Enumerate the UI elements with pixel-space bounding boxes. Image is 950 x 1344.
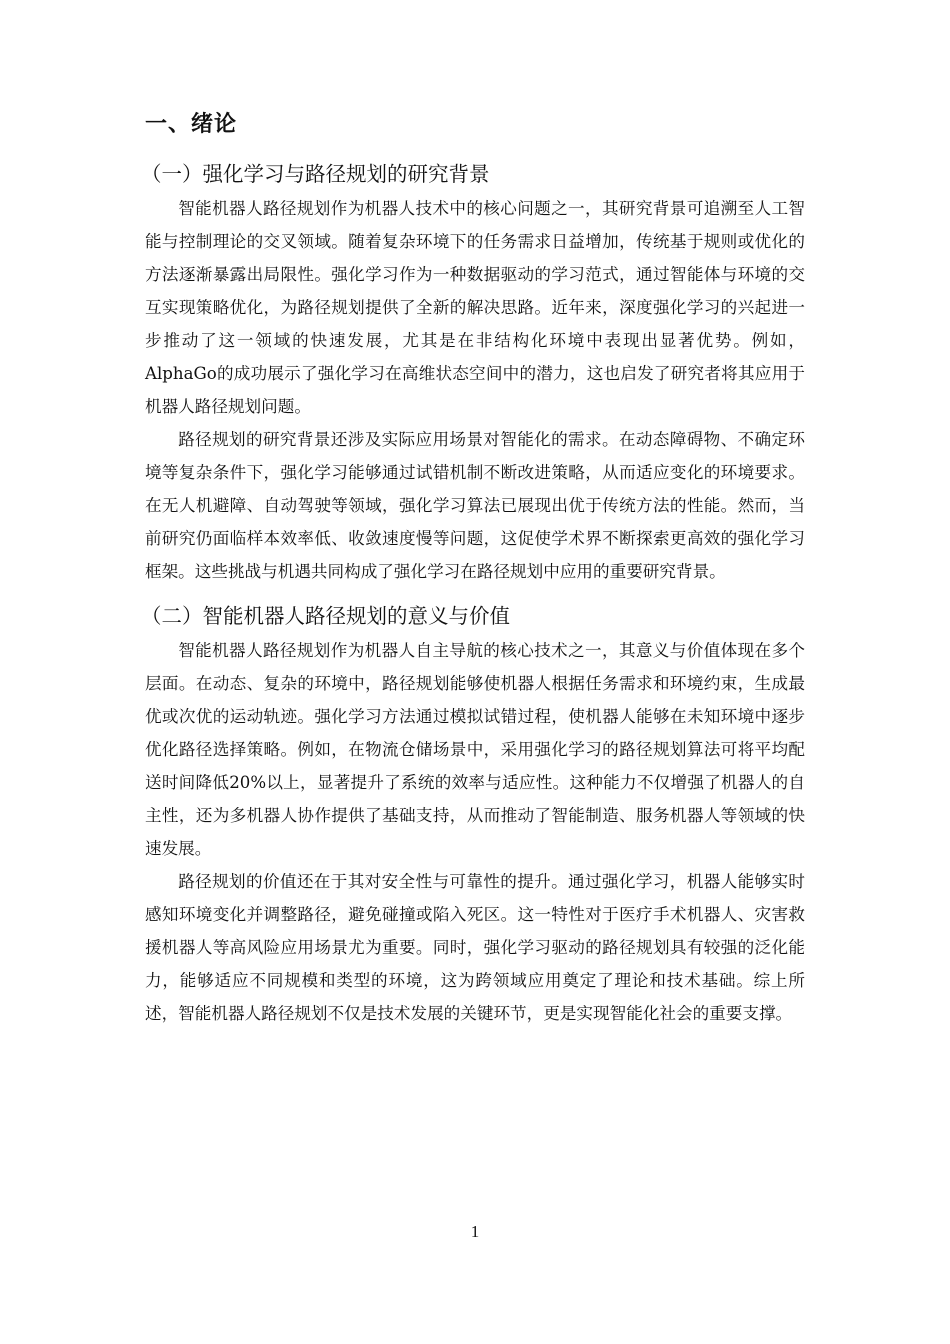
section-research-background — [141, 156, 805, 588]
paragraph: 智能机器人路径规划作为机器人自主导航的核心技术之一，其意义与价值体现在多个层面。在动态、复杂的环境中，路径规划能够使机器人根据任务需求和环境约束，生成最优或次优的运动轨迹。强化学习方法通过模拟试错过程，使机器人能够在未知环境中逐步优化路径选择策略。例如，在物流仓储场景中，采用强化学习的路径规划算法可将平均配送时间降低20%以上，显著提升了系统的效率与适应性。这种能力不仅增强了机器人的自主性，还为多机器人协作提供了基础支持，从而推动了智能制造、服务机器人等领域的快速发展。 — [145, 641, 805, 858]
section-significance-value — [141, 598, 805, 1030]
chapter-title: 一、绪论 — [145, 112, 238, 137]
section-title: （二）智能机器人路径规划的意义与价值 — [141, 604, 510, 628]
paragraph: 智能机器人路径规划作为机器人技术中的核心问题之一，其研究背景可追溯至人工智能与控制理论的交叉领域。随着复杂环境下的任务需求日益增加，传统基于规则或优化的方法逐渐暴露出局限性。强化学习作为一种数据驱动的学习范式，通过智能体与环境的交互实现策略优化，为路径规划提供了全新的解决思路。近年来，深度强化学习的兴起进一步推动了这一领域的快速发展，尤其是在非结构化环境中表现出显著优势。例如，AlphaGo的成功展示了强化学习在高维状态空间中的潜力，这也启发了研究者将其应用于机器人路径规划问题。 — [145, 199, 805, 416]
page-number: 1 — [470, 1222, 480, 1241]
paragraph: 路径规划的研究背景还涉及实际应用场景对智能化的需求。在动态障碍物、不确定环境等复杂条件下，强化学习能够通过试错机制不断改进策略，从而适应变化的环境要求。在无人机避障、自动驾驶等领域，强化学习算法已展现出优于传统方法的性能。然而，当前研究仍面临样本效率低、收敛速度慢等问题，这促使学术界不断探索更高效的强化学习框架。这些挑战与机遇共同构成了强化学习在路径规划中应用的重要研究背景。 — [145, 430, 805, 581]
page-content — [141, 108, 805, 1030]
paragraph: 路径规划的价值还在于其对安全性与可靠性的提升。通过强化学习，机器人能够实时感知环境变化并调整路径，避免碰撞或陷入死区。这一特性对于医疗手术机器人、灾害救援机器人等高风险应用场景尤为重要。同时，强化学习驱动的路径规划具有较强的泛化能力，能够适应不同规模和类型的环境，这为跨领域应用奠定了理论和技术基础。综上所述，智能机器人路径规划不仅是技术发展的关键环节，更是实现智能化社会的重要支撑。 — [145, 872, 805, 1023]
section-title: （一）强化学习与路径规划的研究背景 — [141, 162, 490, 186]
